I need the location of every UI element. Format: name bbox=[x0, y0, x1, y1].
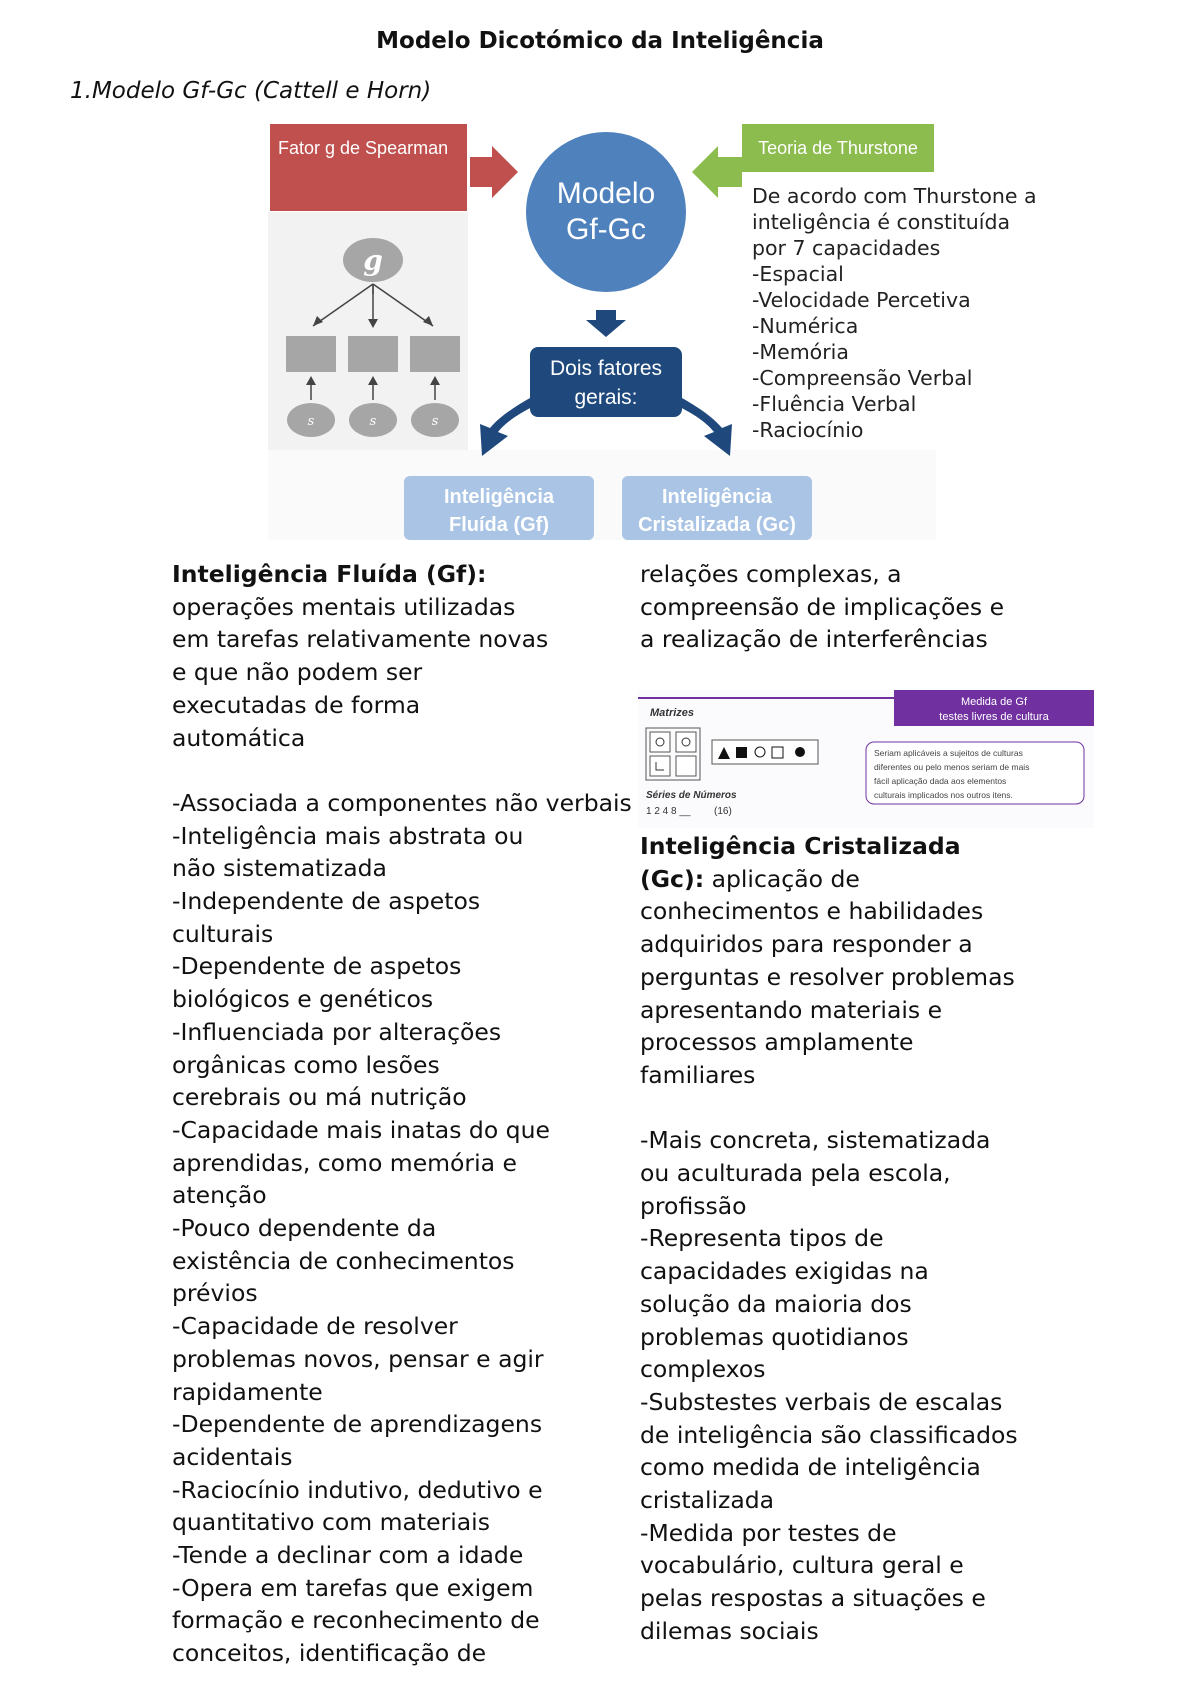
series-label: Séries de Números bbox=[646, 790, 737, 801]
fluid-bullet-line: -Tende a declinar com a idade bbox=[172, 1541, 524, 1570]
spacer bbox=[640, 1092, 1070, 1125]
fluid-bullet-line: cerebrais ou má nutrição bbox=[172, 1083, 467, 1112]
fluid-heading: Inteligência Fluída (Gf): bbox=[172, 560, 487, 588]
thurstone-line: por 7 capacidades bbox=[752, 236, 941, 260]
crystallized-bullet-line: profissão bbox=[640, 1191, 747, 1220]
fluid-bullet-line: orgânicas como lesões bbox=[172, 1050, 440, 1079]
fluid-continued-line: compreensão de implicações e bbox=[640, 592, 1005, 621]
thurstone-label: Teoria de Thurstone bbox=[758, 138, 918, 158]
curved-arrow-right-icon bbox=[674, 398, 732, 456]
thurstone-description bbox=[752, 183, 1037, 443]
down-arrow-icon bbox=[586, 310, 626, 337]
factor-box-2 bbox=[348, 336, 398, 372]
two-factors-label-1: Dois fatores bbox=[549, 357, 663, 380]
fluid-bullet-line: quantitativo com materiais bbox=[172, 1508, 490, 1537]
crystallized-def-line: adquiridos para responder a bbox=[640, 930, 973, 959]
page-title: Modelo Dicotómico da Inteligência bbox=[376, 28, 824, 54]
matrices-test-figure bbox=[638, 690, 1094, 828]
thurstone-line: -Raciocínio bbox=[752, 418, 864, 442]
crystallized-bullet-line: -Substestes verbais de escalas bbox=[640, 1387, 1003, 1416]
gf-tag-line2: testes livres de cultura bbox=[939, 711, 1049, 723]
fluid-bullet-line: -Opera em tarefas que exigem bbox=[172, 1573, 534, 1602]
crystallized-box-label-2: Cristalizada (Gc) bbox=[638, 514, 796, 536]
gf-tag-line1: Medida de Gf bbox=[960, 696, 1028, 708]
fluid-def-line: em tarefas relativamente novas bbox=[172, 625, 549, 654]
s-symbol-1: s bbox=[307, 414, 315, 429]
crystallized-def-line: apresentando materiais e bbox=[640, 995, 943, 1024]
fluid-bullet-line: -Inteligência mais abstrata ou bbox=[172, 821, 524, 850]
red-arrow-icon bbox=[470, 146, 518, 198]
matrix-cell bbox=[650, 732, 670, 752]
series-answer: (16) bbox=[714, 806, 732, 817]
spearman-label: Fator g de Spearman bbox=[278, 138, 449, 158]
matrix-cell bbox=[650, 756, 670, 776]
fluid-def-line: executadas de forma bbox=[172, 690, 421, 719]
crystallized-bullet-line: -Medida por testes de bbox=[640, 1518, 897, 1547]
fluid-def-line: automática bbox=[172, 723, 306, 752]
crystallized-bullet-line: pelas respostas a situações e bbox=[640, 1584, 986, 1613]
fluid-box-label-1: Inteligência bbox=[443, 486, 555, 508]
fluid-intelligence-section bbox=[172, 558, 642, 1670]
fluid-bullet-line: -Capacidade mais inatas do que bbox=[172, 1115, 550, 1144]
section-subtitle: 1.Modelo Gf-Gc (Cattell e Horn) bbox=[70, 78, 432, 104]
thurstone-line: -Velocidade Percetiva bbox=[752, 288, 971, 312]
fluid-bullet-line: -Raciocínio indutivo, dedutivo e bbox=[172, 1475, 543, 1504]
fluid-bullet-line: atenção bbox=[172, 1181, 267, 1210]
curved-arrow-left-icon bbox=[480, 398, 538, 456]
crystallized-bullet-line: dilemas sociais bbox=[640, 1616, 819, 1645]
fluid-bullet-line: -Capacidade de resolver bbox=[172, 1312, 458, 1341]
fluid-bullet-line: acidentais bbox=[172, 1442, 293, 1471]
note-line: fácil aplicação dada aos elementos bbox=[874, 776, 1007, 786]
fluid-bullet-line: -Influenciada por alterações bbox=[172, 1017, 502, 1046]
fluid-def-line: e que não podem ser bbox=[172, 658, 423, 687]
fluid-continued-line: relações complexas, a bbox=[640, 560, 902, 588]
fluid-continued-line: a realização de interferências bbox=[640, 625, 988, 654]
crystallized-bullet-line: ou aculturada pela escola, bbox=[640, 1159, 951, 1188]
center-label-2: Gf-Gc bbox=[566, 213, 646, 246]
factor-box-3 bbox=[410, 336, 460, 372]
fluid-box-label-2: Fluída (Gf) bbox=[449, 514, 549, 536]
crystallized-abbrev: (Gc): bbox=[640, 864, 705, 893]
crystallized-bullet-line: cristalizada bbox=[640, 1486, 775, 1515]
crystallized-def-line: perguntas e resolver problemas bbox=[640, 962, 1015, 991]
note-line: diferentes ou pelo menos seriam de mais bbox=[874, 762, 1030, 772]
fluid-def-line: operações mentais utilizadas bbox=[172, 592, 516, 621]
thurstone-line: inteligência é constituída bbox=[752, 210, 1011, 234]
crystallized-bullet-line: capacidades exigidas na bbox=[640, 1257, 929, 1286]
thurstone-line: -Memória bbox=[752, 340, 849, 364]
fluid-bullet-line: formação e reconhecimento de bbox=[172, 1606, 540, 1635]
matrix-cell bbox=[676, 756, 696, 776]
crystallized-heading-line2 bbox=[640, 863, 1070, 896]
crystallized-def-line: conhecimentos e habilidades bbox=[640, 897, 984, 926]
g-symbol: g bbox=[363, 244, 383, 277]
fluid-bullet-line: rapidamente bbox=[172, 1377, 323, 1406]
fluid-bullet-line: aprendidas, como memória e bbox=[172, 1148, 517, 1177]
matrix-cell bbox=[676, 732, 696, 752]
two-factors-label-2: gerais: bbox=[574, 386, 638, 409]
thurstone-line: -Fluência Verbal bbox=[752, 392, 917, 416]
thurstone-line: -Compreensão Verbal bbox=[752, 366, 973, 390]
crystallized-bullet-line: -Representa tipos de bbox=[640, 1224, 884, 1253]
fluid-continuation bbox=[640, 558, 1070, 656]
crystallized-bullet-line: -Mais concreta, sistematizada bbox=[640, 1126, 991, 1155]
fluid-bullet-line: conceitos, identificação de bbox=[172, 1639, 487, 1668]
crystallized-bullet-line: como medida de inteligência bbox=[640, 1453, 981, 1482]
bottom-panel bbox=[268, 450, 936, 540]
dot-option-icon bbox=[795, 747, 805, 757]
spacer bbox=[172, 754, 642, 787]
fluid-bullet-line: não sistematizada bbox=[172, 854, 387, 883]
crystallized-def-line: familiares bbox=[640, 1060, 756, 1089]
green-arrow-icon bbox=[692, 146, 742, 198]
gf-gc-circle bbox=[526, 132, 686, 292]
fluid-bullet-line: biológicos e genéticos bbox=[172, 985, 434, 1014]
matrices-header: Matrizes bbox=[650, 707, 695, 719]
crystallized-bullet-line: solução da maioria dos bbox=[640, 1289, 912, 1318]
note-line: Seriam aplicáveis a sujeitos de culturas bbox=[874, 748, 1023, 758]
fluid-bullet-line: -Independente de aspetos bbox=[172, 887, 481, 916]
crystallized-bullet-line: problemas quotidianos bbox=[640, 1322, 909, 1351]
fluid-bullet-line: -Dependente de aspetos bbox=[172, 952, 462, 981]
center-label-1: Modelo bbox=[556, 177, 656, 210]
factor-box-1 bbox=[286, 336, 336, 372]
thurstone-line: -Espacial bbox=[752, 262, 844, 286]
crystallized-bullet-line: de inteligência são classificados bbox=[640, 1420, 1018, 1449]
fluid-bullet-line: prévios bbox=[172, 1279, 258, 1308]
thurstone-line: De acordo com Thurstone a bbox=[752, 184, 1037, 208]
crystallized-heading: Inteligência Cristalizada bbox=[640, 832, 961, 860]
fluid-bullet-line: existência de conhecimentos bbox=[172, 1246, 515, 1275]
square-option-icon bbox=[736, 747, 747, 758]
fluid-bullet-line: problemas novos, pensar e agir bbox=[172, 1344, 544, 1373]
s-symbol-2: s bbox=[369, 414, 377, 429]
crystallized-def-start: aplicação de bbox=[704, 864, 860, 893]
crystallized-bullet-line: vocabulário, cultura geral e bbox=[640, 1551, 964, 1580]
fluid-bullet-line: -Pouco dependente da bbox=[172, 1214, 437, 1243]
note-line: culturais implicados nos outros itens. bbox=[874, 790, 1013, 800]
thurstone-line: -Numérica bbox=[752, 314, 859, 338]
crystallized-def-line: processos amplamente bbox=[640, 1028, 914, 1057]
fluid-bullet-line: culturais bbox=[172, 919, 274, 948]
fluid-bullet-line: -Associada a componentes não verbais bbox=[172, 788, 632, 817]
fluid-bullet-line: -Dependente de aprendizagens bbox=[172, 1410, 543, 1439]
s-symbol-3: s bbox=[431, 414, 439, 429]
crystallized-bullet-line: complexos bbox=[640, 1355, 766, 1384]
series-values: 1 2 4 8 __ bbox=[646, 806, 691, 817]
crystallized-intelligence-section bbox=[640, 830, 1070, 1648]
crystallized-box-label-1: Inteligência bbox=[661, 486, 773, 508]
